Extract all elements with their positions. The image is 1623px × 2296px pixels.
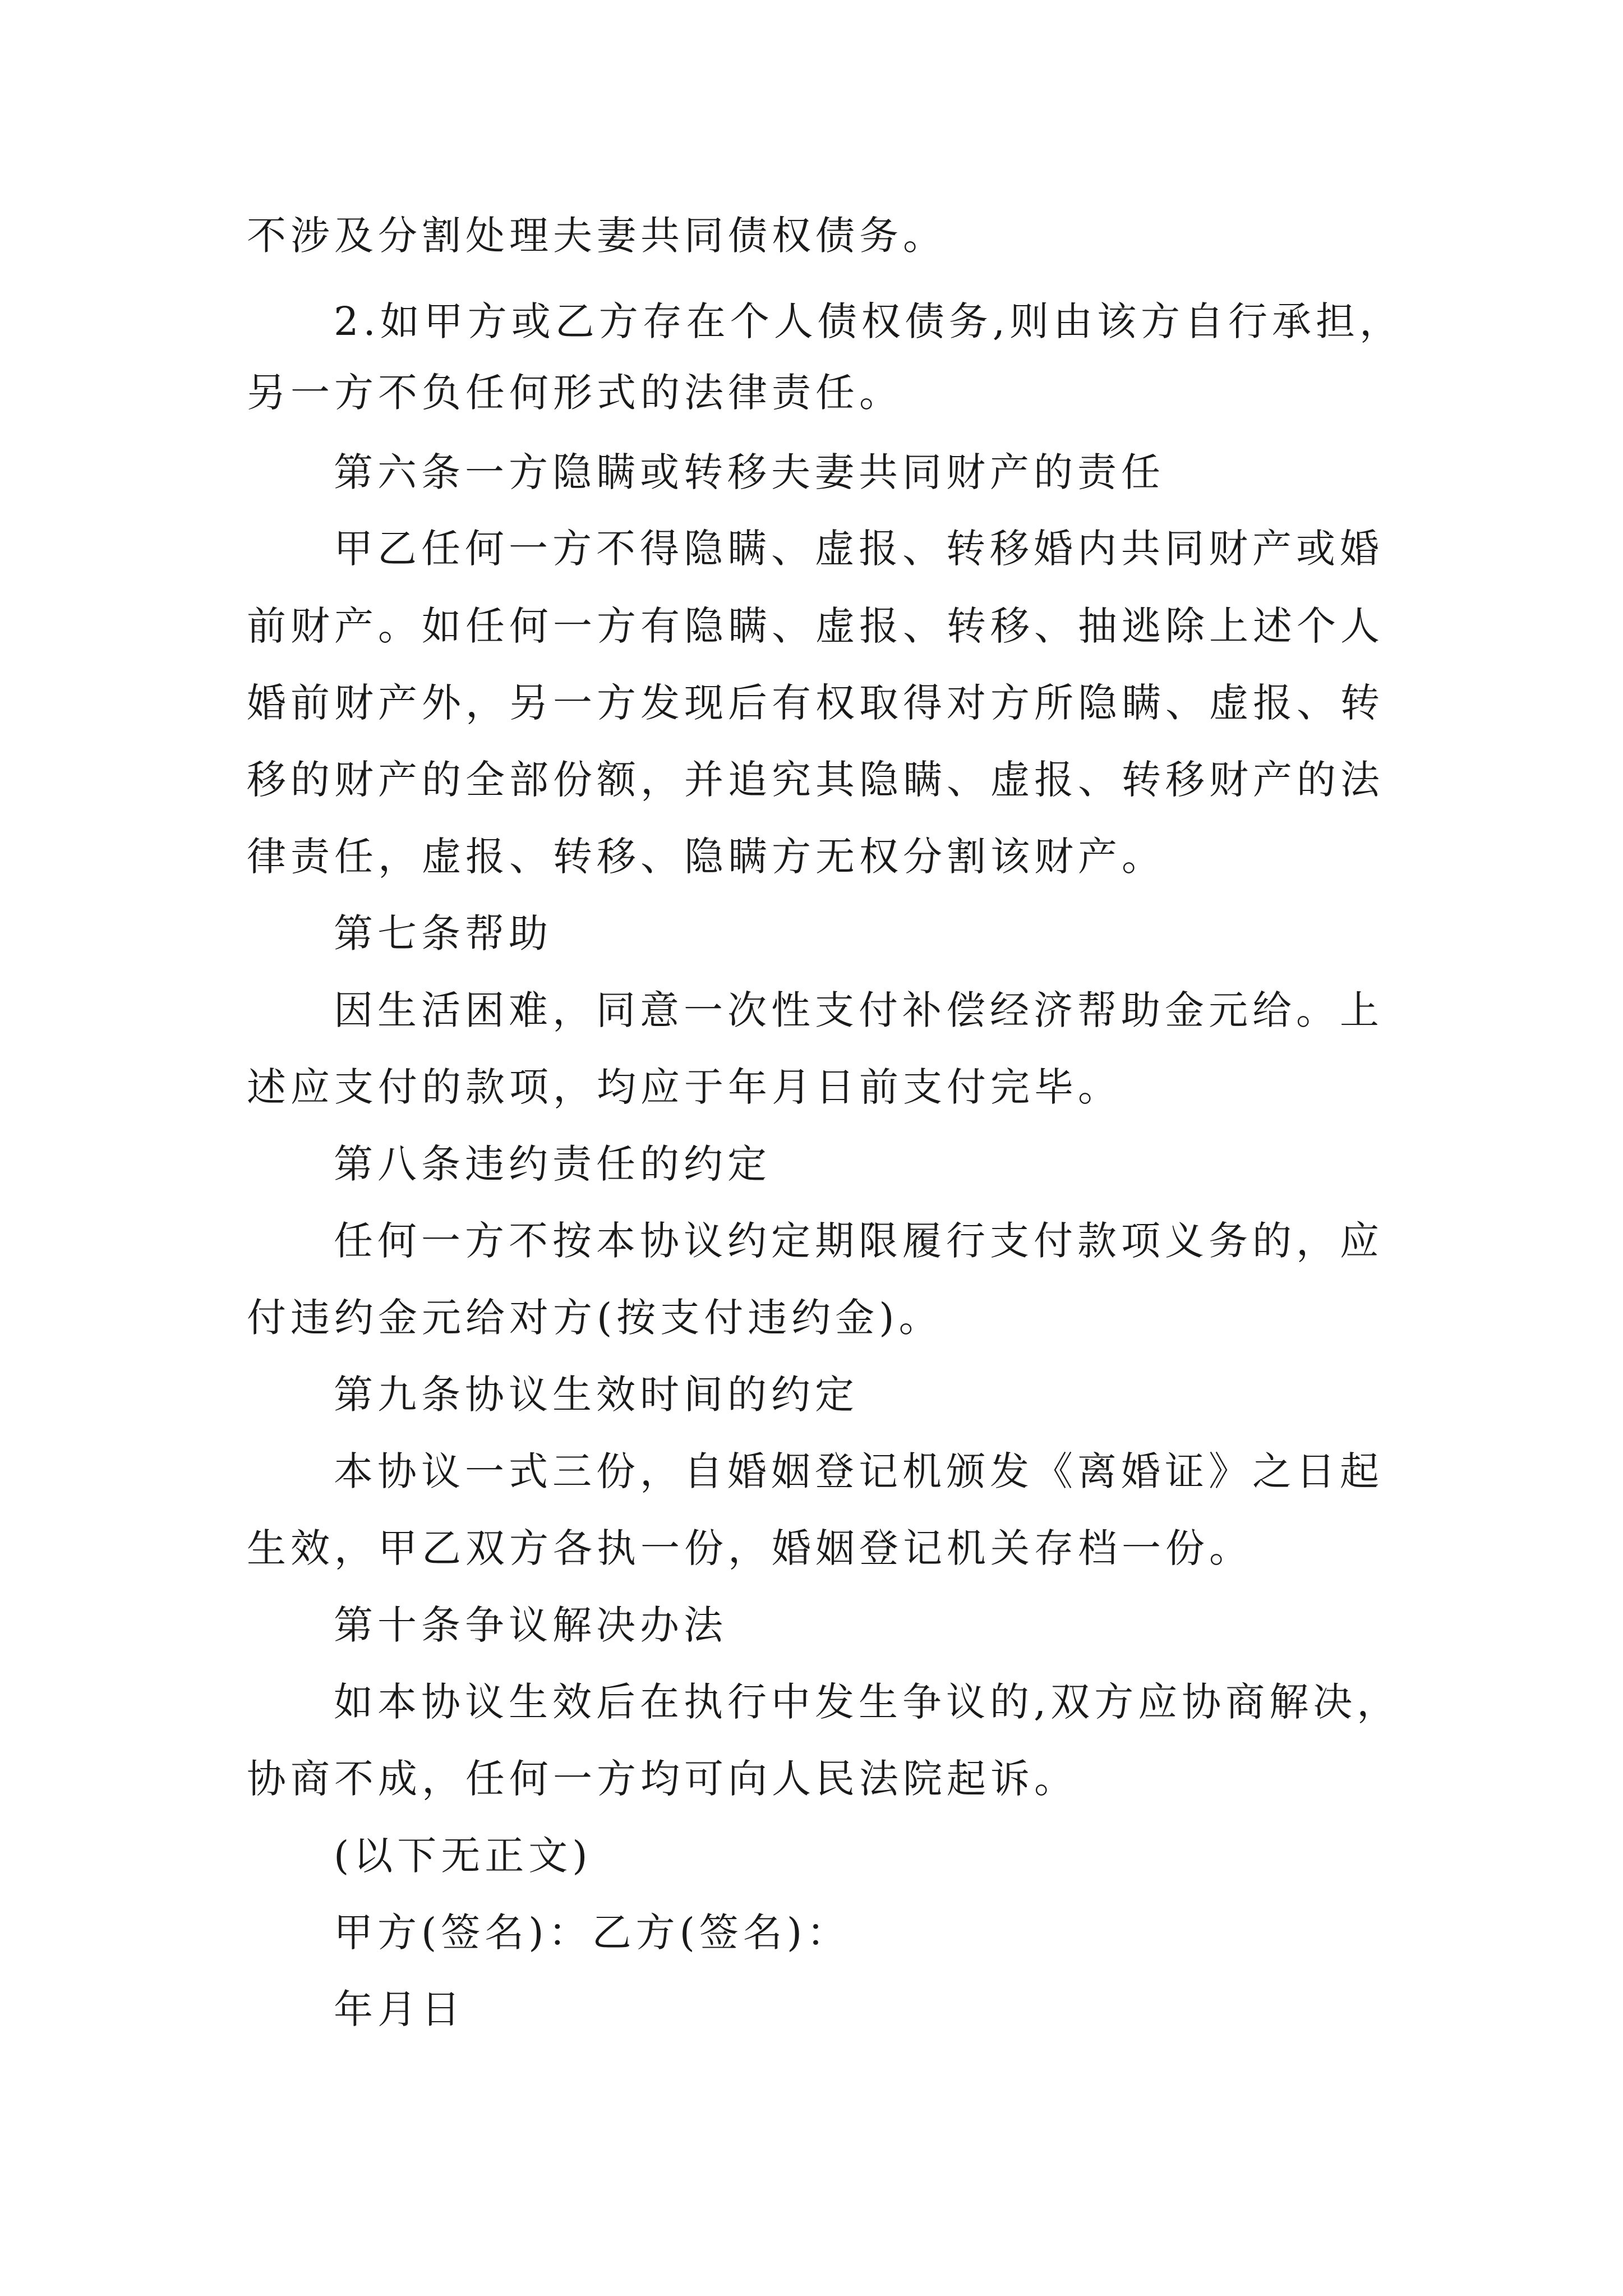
text-line-5: 甲乙任何一方不得隐瞒、虚报、转移婚内共同财产或婚 (334, 526, 1384, 572)
section-heading-7: 第七条帮助 (334, 910, 552, 956)
section-heading-9: 第九条协议生效时间的约定 (334, 1372, 859, 1418)
no-further-text-note: (以下无正文) (334, 1833, 592, 1879)
text-line-21: 协商不成，任何一方均可向人民法院起诉。 (247, 1756, 1078, 1802)
text-line-3: 另一方不负任何形式的法律责任。 (247, 370, 903, 416)
text-line-12: 述应支付的款项，均应于年月日前支付完毕。 (247, 1064, 1122, 1110)
text-line-20: 如本协议生效后在执行中发生争议的,双方应协商解决， (334, 1679, 1401, 1725)
text-line-17: 本协议一式三份，自婚姻登记机颁发《离婚证》之日起 (334, 1448, 1384, 1494)
text-line-1: 不涉及分割处理夫妻共同债权债务。 (247, 213, 947, 259)
text-line-15: 付违约金元给对方(按支付违约金)。 (247, 1295, 943, 1341)
section-heading-8: 第八条违约责任的约定 (334, 1141, 771, 1187)
signature-line: 甲方(签名)：乙方(签名)： (334, 1910, 851, 1955)
text-line-7: 婚前财产外，另一方发现后有权取得对方所隐瞒、虚报、转 (247, 680, 1384, 726)
text-line-18: 生效，甲乙双方各执一份，婚姻登记机关存档一份。 (247, 1525, 1253, 1571)
text-line-11: 因生活困难，同意一次性支付补偿经济帮助金元给。上 (334, 987, 1384, 1033)
text-line-8: 移的财产的全部份额，并追究其隐瞒、虚报、转移财产的法 (247, 757, 1384, 803)
text-line-6: 前财产。如任何一方有隐瞒、虚报、转移、抽逃除上述个人 (247, 603, 1384, 649)
section-heading-10: 第十条争议解决办法 (334, 1602, 727, 1648)
section-heading-6: 第六条一方隐瞒或转移夫妻共同财产的责任 (334, 449, 1165, 495)
text-line-14: 任何一方不按本协议约定期限履行支付款项义务的，应 (334, 1218, 1384, 1264)
text-line-9: 律责任，虚报、转移、隐瞒方无权分割该财产。 (247, 834, 1165, 880)
text-line-2: 2.如甲方或乙方存在个人债权债务,则由该方自行承担， (334, 298, 1404, 344)
date-line: 年月日 (334, 1986, 465, 2032)
